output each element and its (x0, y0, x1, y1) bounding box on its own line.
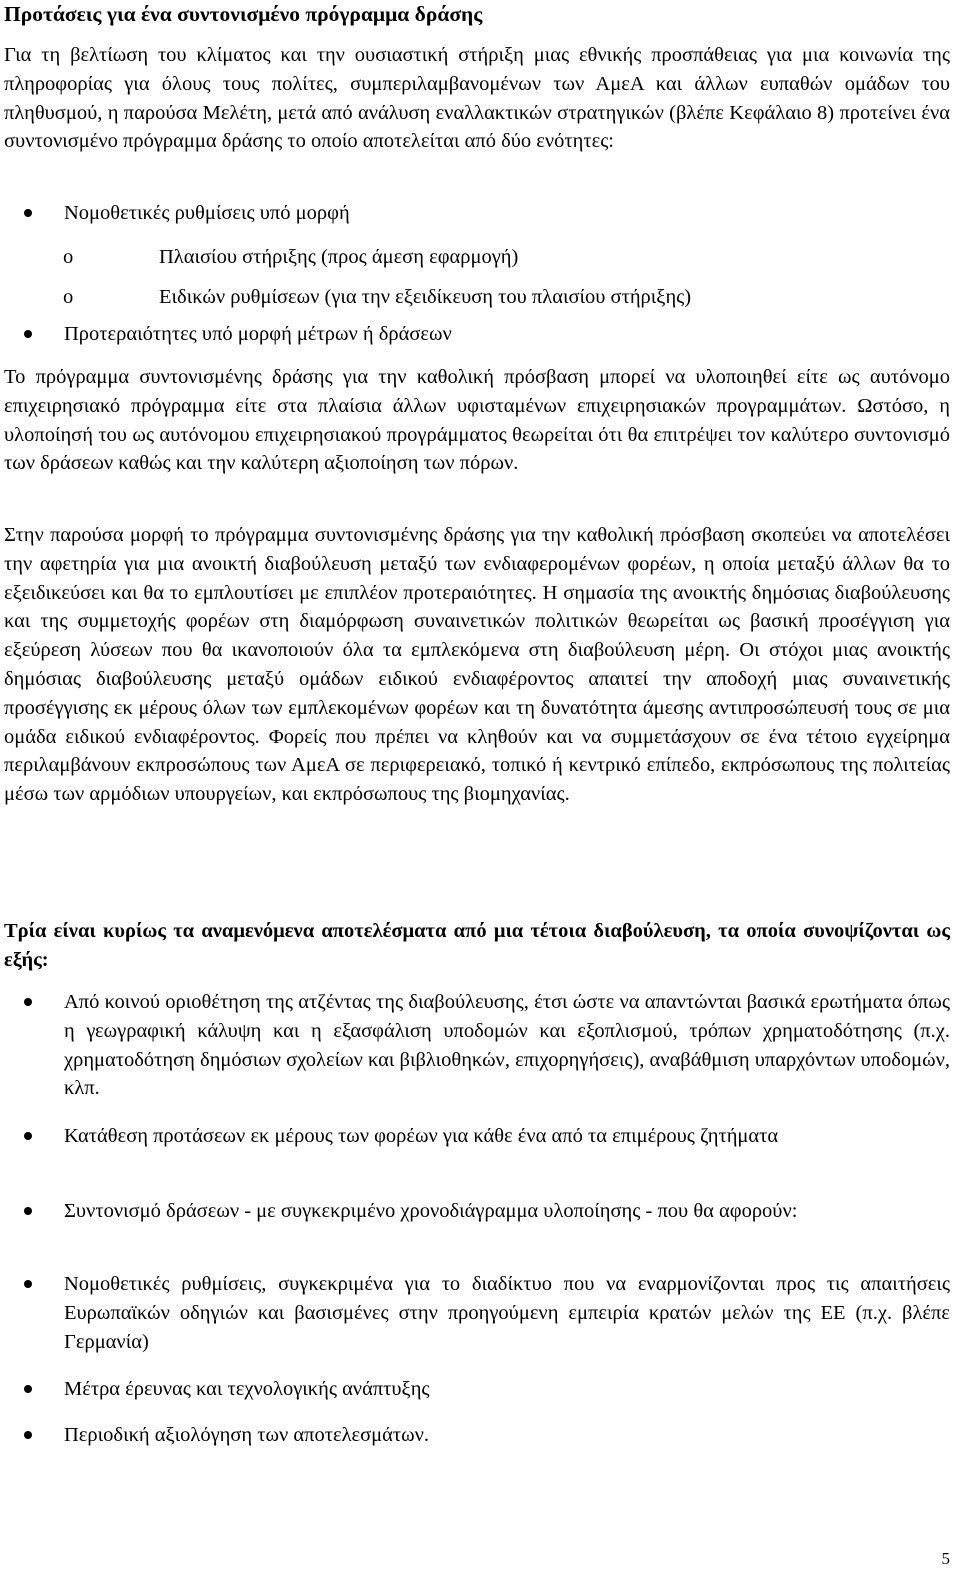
bullet-icon (24, 1280, 32, 1288)
list-item-text: Προτεραιότητες υπό μορφή μέτρων ή δράσεων (64, 323, 452, 345)
list-item-text: Νομοθετικές ρυθμίσεις υπό μορφή (64, 202, 350, 224)
bullet-icon (24, 330, 32, 338)
bullet-icon (24, 209, 32, 217)
list-item-text: Περιοδική αξιολόγηση των αποτελεσμάτων. (64, 1424, 430, 1446)
paragraph: Στην παρούσα μορφή το πρόγραμμα συντονισμένης δράσης για την καθολική πρόσβαση σκοπεύει να αποτελέσει την αφετηρία για μια ανοικτή διαβούλευση μεταξύ των ενδιαφερομένων φορέων, η οποία μεταξύ άλλων θα το εξειδικεύσει και θα το εμπλουτίσει με επιπλέον προτεραιότητες. Η σημασία της ανοικτής δημόσιας διαβούλευσης και της συμμετοχής φορέων στη διαμόρφωση συναινετικών πολιτικών θεωρείται ως βασική προσέγγιση για εξεύρεση λύσεων που θα ικανοποιούν όλα τα εμπλεκόμενα στη διαβούλευση μέρη. Οι στόχοι μιας ανοικτής δημόσιας διαβούλευσης μεταξύ ομάδων ειδικού ενδιαφέροντος απαιτεί την αποδοχή μιας συναινετικής προσέγγισης εκ μέρους όλων των εμπλεκομένων φορέων και τη δυνατότητα άμεσης αντιπροσώπευσή τους σε μια ομάδα ειδικού ενδιαφέροντος. Φορείς που πρέπει να κληθούν και να συμμετάσχουν σε ένα τέτοιο εγχείρημα περιλαμβάνουν εκπροσώπους των ΑμεΑ σε περιφερειακό, τοπικό ή κεντρικό επίπεδο, εκπρόσωπους της πολιτείας μέσω των αρμόδιων υπουργείων, και εκπρόσωπους της βιομηχανίας. (4, 524, 950, 806)
list-item-text: Συντονισμό δράσεων - με συγκεκριμένο χρονοδιάγραμμα υλοποίησης - που θα αφορούν: (64, 1200, 798, 1222)
bullet-icon (24, 1431, 32, 1439)
sub-list-item-text: Ειδικών ρυθμίσεων (για την εξειδίκευση του πλαισίου στήριξης) (159, 286, 692, 308)
list-item-text: Νομοθετικές ρυθμίσεις, συγκεκριμένα για το διαδίκτυο που να εναρμονίζονται προς τις απαιτήσεις Ευρωπαϊκών οδηγιών και βασισμένες στην προηγούμενη εμπειρία κρατών μελών της ΕΕ (π.χ. βλέπε Γερμανία) (64, 1273, 950, 1353)
paragraph: Το πρόγραμμα συντονισμένης δράσης για την καθολική πρόσβαση μπορεί να υλοποιηθεί είτε ως αυτόνομο επιχειρησιακό πρόγραμμα είτε στα πλαίσια άλλων υφισταμένων επιχειρησιακών προγραμμάτων. Ωστόσο, η υλοποίησή του ως αυτόνομου επιχειρησιακού προγράμματος θεωρείται ότι θα επιτρέψει τον καλύτερο συντονισμό των δράσεων καθώς και την καλύτερη αξιοποίηση των πόρων. (4, 366, 950, 475)
list-item-text: Από κοινού οριοθέτηση της ατζέντας της διαβούλευσης, έτσι ώστε να απαντώνται βασικά ερωτήματα όπως η γεωγραφική κάλυψη και η εξασφάλιση υποδομών και εξοπλισμού, τρόπων χρηματοδότησης (π.χ. χρηματοδότηση δημόσιων σχολείων και βιβλιοθηκών, επιχορηγήσεις), αναβάθμιση υπαρχόντων υποδομών, κλπ. (64, 991, 950, 1100)
results-heading: Τρία είναι κυρίως τα αναμενόμενα αποτελέσματα από μια τέτοια διαβούλευση, τα οποία συνοψίζονται ως εξής: (4, 920, 950, 971)
circle-bullet-icon: o (63, 286, 74, 308)
page-title: Προτάσεις για ένα συντονισμένο πρόγραμμα δράσης (4, 2, 483, 26)
bullet-icon (24, 1132, 32, 1140)
bullet-icon (24, 998, 32, 1006)
list-item-text: Μέτρα έρευνας και τεχνολογικής ανάπτυξης (64, 1378, 430, 1400)
page-number: 5 (941, 1549, 950, 1568)
list-item-text: Κατάθεση προτάσεων εκ μέρους των φορέων για κάθε ένα από τα επιμέρους ζητήματα (64, 1125, 779, 1147)
bullet-icon (24, 1385, 32, 1393)
sub-list-item-text: Πλαισίου στήριξης (προς άμεση εφαρμογή) (159, 246, 519, 268)
intro-paragraph: Για τη βελτίωση του κλίματος και την ουσιαστική στήριξη μιας εθνικής προσπάθειας για μια κοινωνία της πληροφορίας για όλους τους πολίτες, συμπεριλαμβανομένων των ΑμεΑ και άλλων ευπαθών ομάδων του πληθυσμού, η παρούσα Μελέτη, μετά από ανάλυση εναλλακτικών στρατηγικών (βλέπε Κεφάλαιο 8) προτείνει ένα συντονισμένο πρόγραμμα δράσης το οποίο αποτελείται από δύο ενότητες: (4, 44, 950, 153)
circle-bullet-icon: o (63, 246, 74, 268)
bullet-icon (24, 1207, 32, 1215)
